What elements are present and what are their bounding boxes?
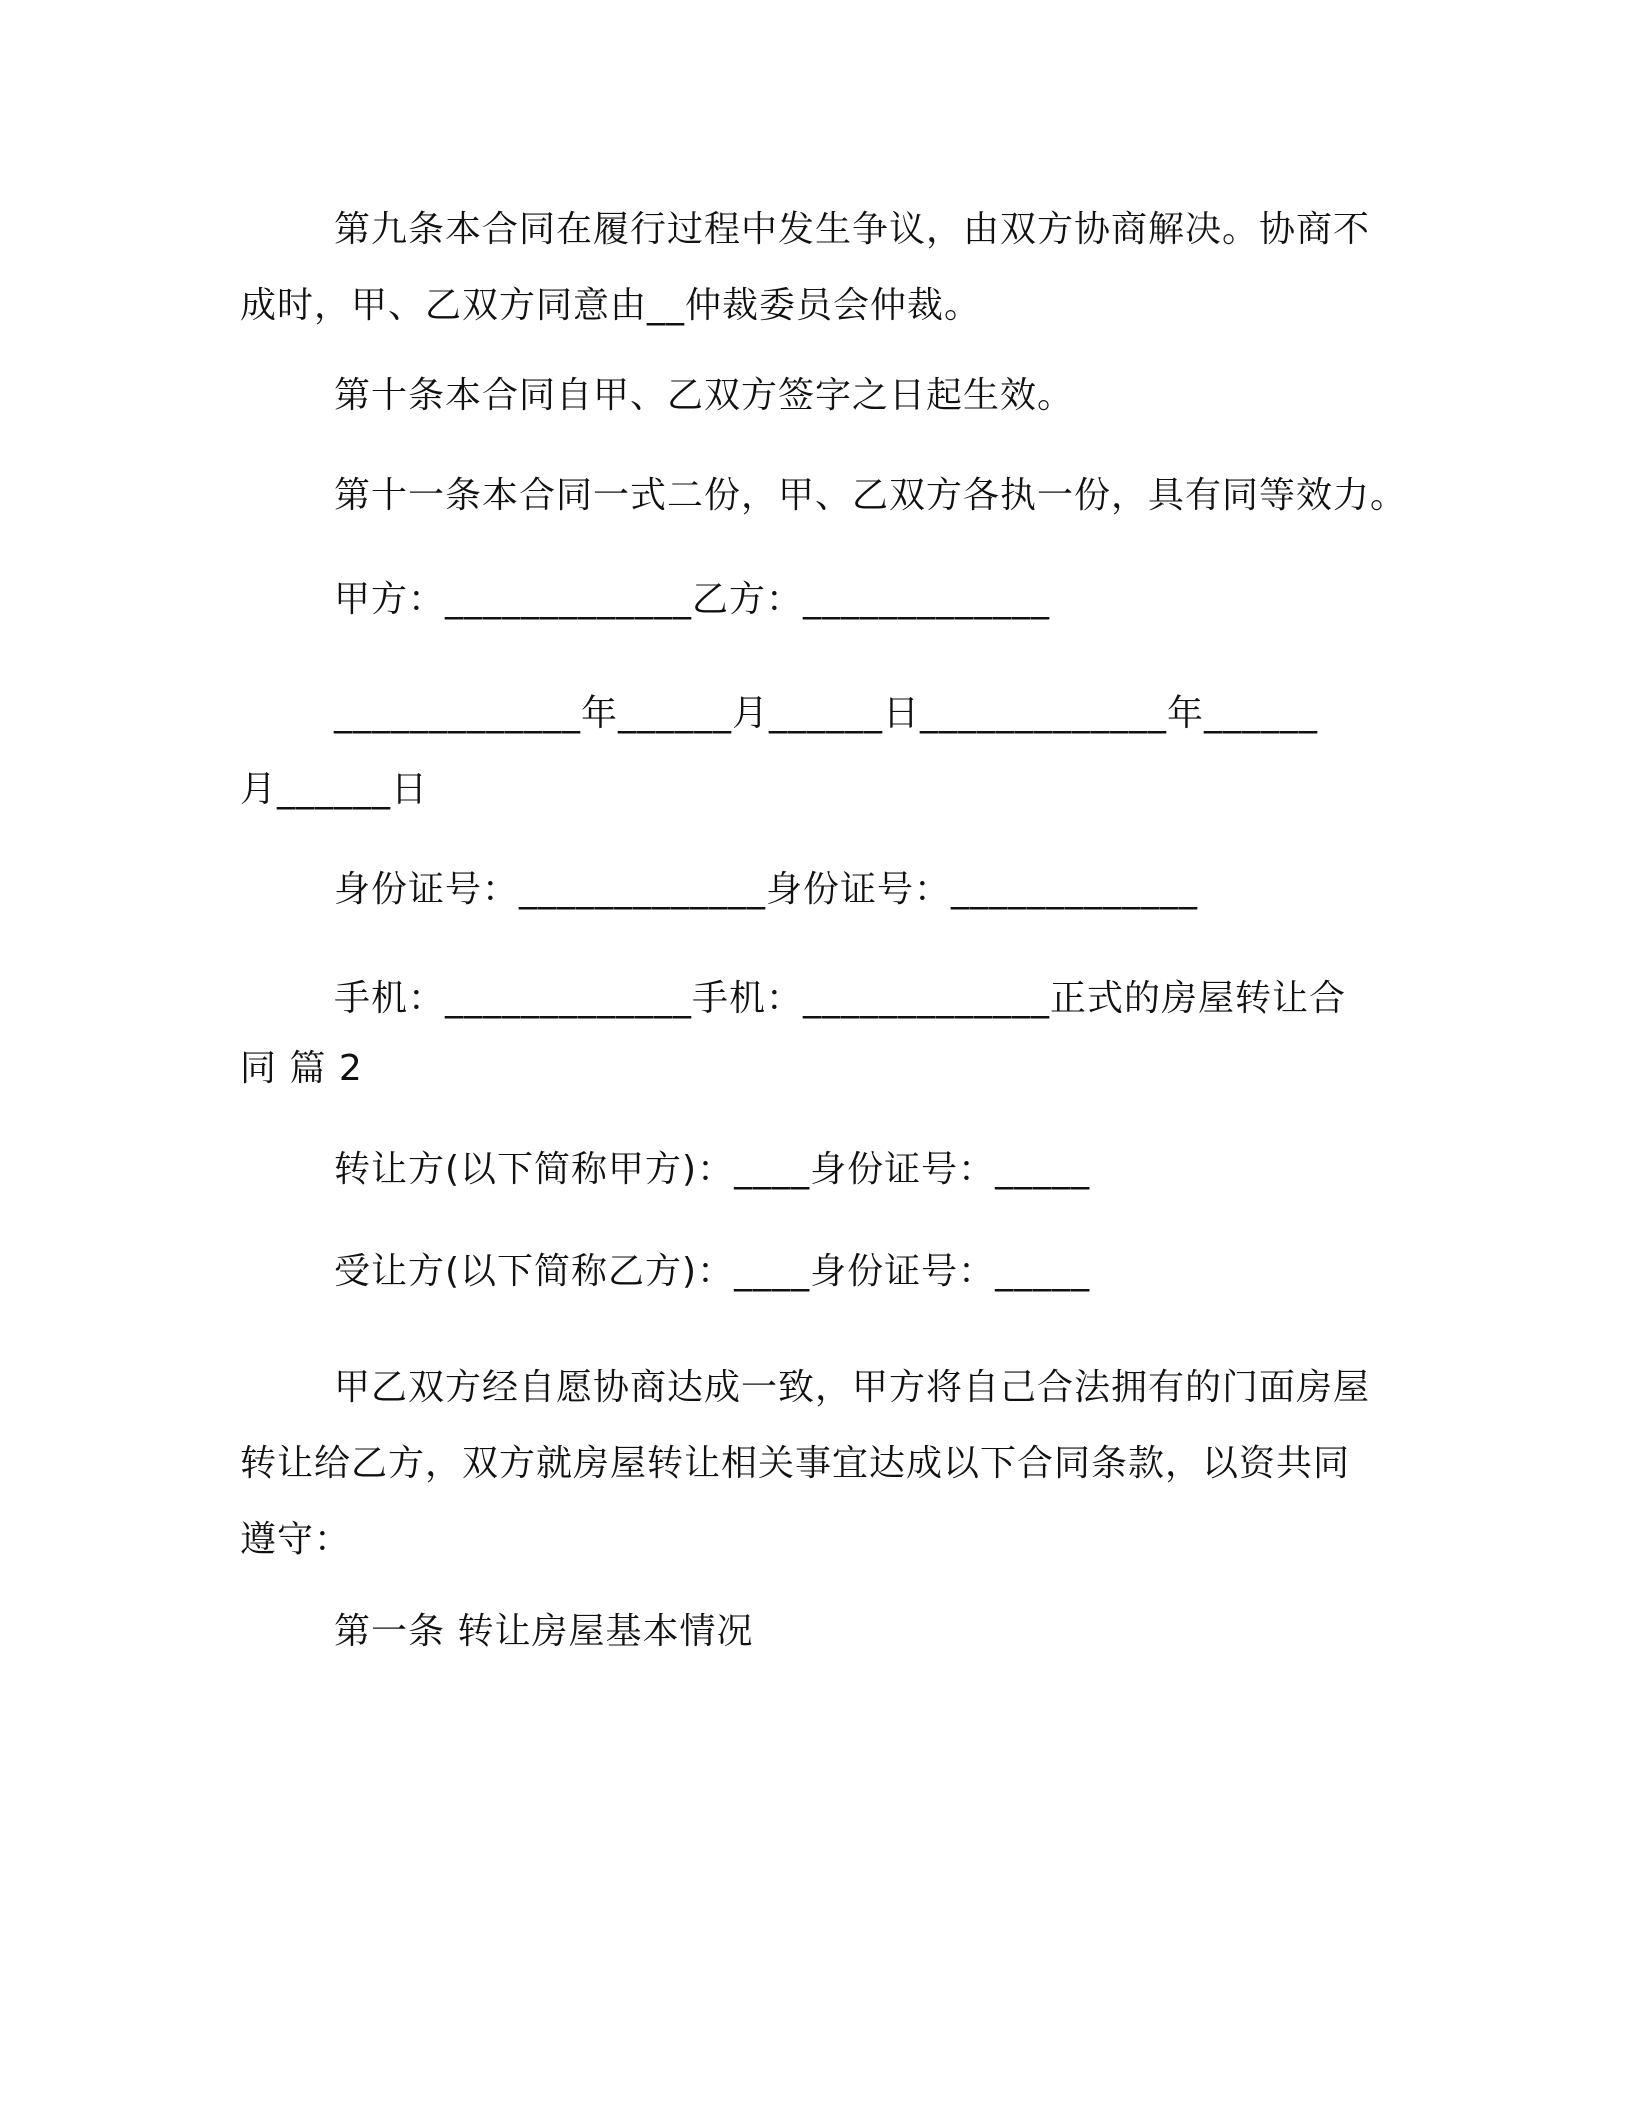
- text-line: 转让给乙方，双方就房屋转让相关事宜达成以下合同条款，以资共同: [240, 1443, 1351, 1484]
- text-line: 甲乙双方经自愿协商达成一致，甲方将自己合法拥有的门面房屋: [334, 1367, 1371, 1408]
- article-1-heading: [334, 1608, 1484, 1656]
- text-line: 转让方(以下简称甲方)：____身份证号：_____: [334, 1149, 1091, 1190]
- text-line: 月______日: [240, 769, 429, 810]
- text-line: 第九条本合同在履行过程中发生争议，由双方协商解决。协商不: [334, 209, 1371, 250]
- text-line: 第一条 转让房屋基本情况: [334, 1611, 754, 1652]
- text-line: 同 篇 2: [240, 1048, 363, 1089]
- text-line: _____________年______月______日_____________年______: [334, 693, 1318, 734]
- phone-line-and-heading: [240, 964, 1484, 1104]
- text-line: 手机：_____________手机：_____________正式的房屋转让合: [334, 978, 1347, 1019]
- text-line: 遵守：: [240, 1519, 352, 1560]
- article-11-paragraph: [334, 472, 1484, 520]
- transferee-line: [334, 1248, 1484, 1296]
- text-line: 第十条本合同自甲、乙双方签字之日起生效。: [334, 375, 1075, 416]
- text-line: 受让方(以下简称乙方)：____身份证号：_____: [334, 1251, 1091, 1292]
- text-line: 甲方：_____________乙方：_____________: [334, 579, 1051, 620]
- article-10-paragraph: [334, 372, 1484, 420]
- article-9-paragraph: [240, 192, 1484, 344]
- signing-dates-line: [240, 676, 1484, 828]
- id-number-line: [334, 866, 1484, 914]
- text-line: 身份证号：_____________身份证号：_____________: [334, 869, 1199, 910]
- text-line: 成时，甲、乙双方同意由__仲裁委员会仲裁。: [240, 285, 982, 326]
- preamble-paragraph: [240, 1350, 1484, 1578]
- parties-signature-line: [334, 576, 1484, 624]
- transferor-line: [334, 1146, 1484, 1194]
- text-line: 第十一条本合同一式二份，甲、乙双方各执一份，具有同等效力。: [334, 475, 1408, 516]
